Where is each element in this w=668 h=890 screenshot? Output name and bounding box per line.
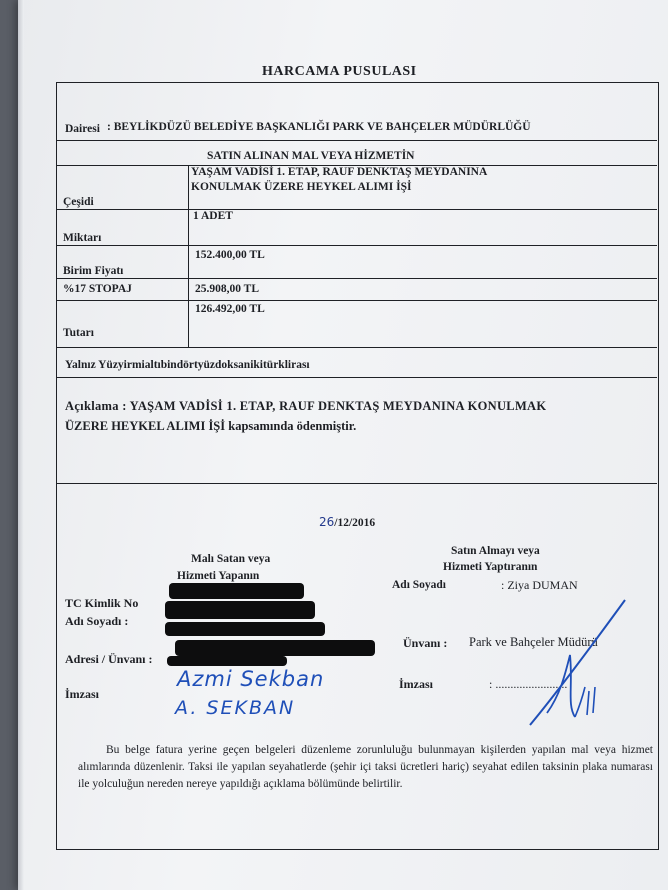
cesidi-label: Çeşidi — [63, 196, 94, 208]
right-name-value: : Ziya DUMAN — [501, 578, 578, 592]
divider — [57, 483, 657, 484]
divider — [57, 300, 657, 301]
miktari-value: 1 ADET — [193, 210, 233, 222]
document-date — [319, 515, 375, 529]
redaction-bar — [167, 656, 287, 666]
cesidi-line2: KONULMAK ÜZERE HEYKEL ALIMI İŞİ — [191, 181, 412, 193]
date-handwritten-day: 26 — [319, 515, 335, 529]
divider — [57, 209, 657, 210]
redaction-bar — [175, 640, 375, 656]
yalniz-text: Yalnız Yüzyirmialtıbindörtyüzdoksanikitürklirası — [65, 359, 310, 371]
document-title: HARCAMA PUSULASI — [262, 64, 417, 79]
dairesi-label: Dairesi — [65, 123, 100, 135]
aciklama-line2 — [65, 419, 356, 434]
dairesi-value: : BEYLİKDÜZÜ BELEDİYE BAŞKANLIĞI PARK VE BAHÇELER MÜDÜRLÜĞÜ — [107, 121, 531, 133]
stopaj-label: %17 STOPAJ — [63, 283, 132, 295]
left-party-heading1: Malı Satan veya — [191, 553, 271, 565]
address-label: Adresi / Ünvanı : — [65, 652, 153, 666]
tutari-value: 126.492,00 TL — [195, 303, 265, 315]
section-header: SATIN ALINAN MAL VEYA HİZMETİN — [207, 150, 415, 162]
redaction-bar — [165, 601, 315, 619]
right-title-value: Park ve Bahçeler Müdürü — [469, 635, 598, 649]
stopaj-value: 25.908,00 TL — [195, 283, 260, 295]
miktari-label: Miktarı — [63, 232, 102, 244]
birim-fiyati-label: Birim Fiyatı — [63, 265, 124, 277]
divider — [57, 278, 657, 279]
right-sign-dots: : ........................ — [489, 677, 568, 691]
document-page — [18, 0, 668, 890]
tc-kimlik-label: TC Kimlik No — [65, 596, 139, 610]
handwritten-signature-initials: A. SEKBAN — [175, 697, 296, 719]
left-name-label: Adı Soyadı : — [65, 614, 129, 628]
right-name-label: Adı Soyadı — [392, 579, 447, 591]
aciklama-line2-rest: kapsamında ödenmiştir. — [225, 419, 357, 433]
right-party-heading2: Hizmeti Yaptıranın — [443, 561, 538, 573]
birim-fiyati-value: 152.400,00 TL — [195, 249, 265, 261]
page-binding-edge — [18, 0, 24, 890]
right-sign-label: İmzası — [399, 677, 433, 691]
form-frame — [56, 82, 659, 850]
redaction-bar — [169, 583, 304, 599]
divider-spacer — [57, 733, 657, 734]
handwritten-signature-name: Azmi Sekban — [177, 667, 325, 691]
divider — [57, 245, 657, 246]
right-title-label: Ünvanı : — [403, 636, 448, 650]
divider — [57, 347, 657, 348]
left-party-heading2: Hizmeti Yapanın — [177, 570, 260, 582]
left-sign-label: İmzası — [65, 687, 99, 701]
divider — [57, 140, 657, 141]
footnote-text — [78, 742, 653, 793]
aciklama-line2-bold: ÜZERE HEYKEL ALIMI İŞİ — [65, 419, 226, 433]
footnote-body: Bu belge fatura yerine geçen belgeleri düzenleme zorunluluğu bulunmayan kişilerden yapılan mal veya hizmet alımlarında düzenlenir. Taksi ile yapılan seyahatlerde (şehir içi taksi ücretleri hariç) seyahat edilen taksinin plaka numarası ile yolculuğun nereden nereye yapıldığı açıklama bölümünde belirtilir. — [78, 744, 653, 790]
divider — [57, 377, 657, 378]
right-party-heading1: Satın Almayı veya — [451, 545, 540, 557]
handwritten-signature-right — [525, 595, 635, 735]
redaction-bar — [165, 622, 325, 636]
cesidi-line1: YAŞAM VADİSİ 1. ETAP, RAUF DENKTAŞ MEYDANINA — [191, 166, 488, 178]
date-printed: /12/2016 — [334, 517, 376, 529]
table-column-divider — [188, 165, 189, 347]
tutari-label: Tutarı — [63, 327, 94, 339]
aciklama-line1: Açıklama : YAŞAM VADİSİ 1. ETAP, RAUF DENKTAŞ MEYDANINA KONULMAK — [65, 399, 547, 413]
